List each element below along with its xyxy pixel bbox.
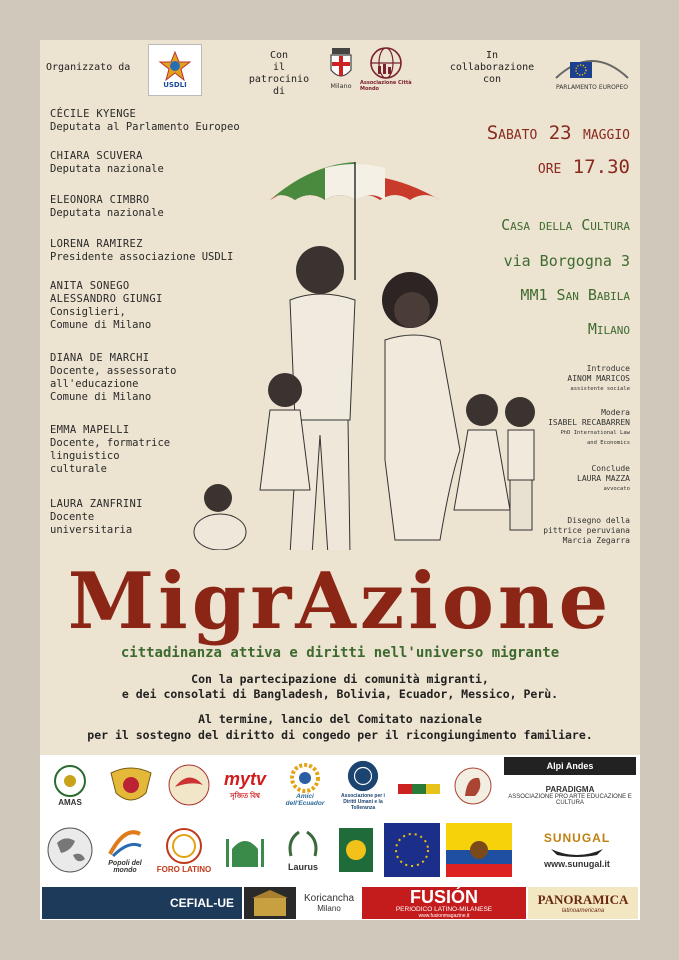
panoramica-logo [528,887,638,919]
participation-line-2: e dei consolati di Bangladesh, Bolivia, Ecuador, Messico, Perù. [121,687,559,701]
organized-by-label: Organizzato da [46,62,131,73]
diritti-umani-logo [336,759,390,811]
fusion-subtext: PERIODICO LATINO-MILANESE [395,905,493,913]
popoli-mondo-text: Popoli del mondo [108,860,142,874]
event-date: Sabato 23 maggio [486,122,630,144]
event-time: ore 17.30 [537,156,630,178]
mytv-subtext: সৃজিত বিশ্ব [230,792,260,800]
ecuador-flag-logo [444,821,514,879]
building-photo-logo [244,887,296,919]
credit-name: AINOM MARICOS [567,374,630,383]
sunflower-icon [288,763,322,793]
event-subtitle: cittadinanza attiva e diritti nell'universo migrante [120,645,560,661]
fusion-text: FUSIÓN [409,887,478,907]
sunugal-text: SUNUGAL [543,831,611,845]
speaker-role: Docente, assessorato [50,365,177,377]
flags-icon [396,774,442,804]
credit-intro [530,364,630,394]
building-icon [250,890,290,916]
usdli-logo [148,44,202,96]
credit-label: Disegno della [567,516,630,525]
poster [40,40,640,920]
credit-name: LAURA MAZZA [577,474,630,483]
event-address: via Borgogna 3 [503,252,630,270]
fusion-url: www.fusionmagazine.it [418,912,470,919]
speaker-role: Comune di Milano [50,319,152,331]
speaker-name: LORENA RAMIREZ [50,238,143,250]
collab-line-1: In [485,50,499,61]
eu-stars-logo [382,821,442,879]
speaker-name: CÉCILE KYENGE [50,108,137,120]
patronage-line-2: il patrocinio [248,62,310,85]
koricancha-city: Milano [317,904,341,913]
credit-conclusion [530,464,630,494]
sponsor-logos [40,755,640,920]
koricancha-text: Koricancha [303,893,355,904]
credit-moderator [530,408,630,448]
swirl-icon [105,826,145,860]
parliament-logo [548,46,636,94]
milano-logo [326,42,356,96]
event-title: MigrAzione [67,556,613,647]
speaker-role: universitaria [50,524,133,536]
collab-line-2: collaborazione [449,62,535,73]
speaker-role: culturale [50,463,107,475]
speaker-name: ELEONORA CIMBRO [50,194,150,206]
laurel-icon [283,828,323,862]
speaker-role: Deputata nazionale [50,163,164,175]
speaker-role: Docente [50,511,95,523]
laurus-logo [276,821,330,879]
milano-logo-text: Milano [330,82,352,90]
association-badge-logo [334,821,378,879]
laurus-text: Laurus [287,862,318,872]
milano-crest-icon [329,48,353,82]
credit-drawing [530,516,630,546]
closing-line-1: Al termine, lancio del Comitato nazionale [198,712,482,726]
patronage-label [248,50,310,98]
speaker-name: ANITA SONEGO [50,280,130,292]
bird-icon [167,763,211,807]
paradigma-text: PARADIGMA [545,784,595,794]
mosque-icon [222,827,268,873]
alpi-andes-logo [504,757,636,775]
mosque-logo [218,821,272,879]
speaker-role: linguistico [50,450,120,462]
speaker-role: Deputata nazionale [50,207,164,219]
speaker-role: Deputata al Parlamento Europeo [50,121,240,133]
paradigma-logo [504,777,636,813]
sunugal-logo [518,821,636,879]
parliament-building-icon [552,50,632,84]
credit-label: Modera [601,408,630,417]
event-venue: Casa della Cultura [501,216,630,234]
credit-label: pittrice peruviana [543,526,630,535]
paradigma-subtext: ASSOCIAZIONE PRO ARTE EDUCAZIONE E CULTURA [508,793,632,806]
speaker-name: LAURA ZANFRINI [50,498,143,510]
collaboration-label [442,50,542,86]
participation-line-1: Con la partecipazione di comunità migranti, [191,672,489,686]
citta-mondo-globe-icon [369,46,403,80]
foro-latino-logo [154,821,214,879]
usdli-logo-text: USDLI [163,81,187,89]
amas-logo [42,759,98,811]
credit-role: PhD International Law [560,430,630,436]
mytv-logo [216,759,274,811]
popoli-mondo-logo [100,821,150,879]
credit-label: Conclude [591,464,630,473]
eu-stars-icon [384,823,440,877]
fusion-logo [362,887,526,919]
speaker-role: Presidente associazione USDLI [50,251,234,263]
credit-name: Marcia Zegarra [562,536,630,545]
amici-ecuador-logo [278,759,332,811]
mytv-text: mytv [223,768,267,789]
sunugal-url: www.sunugal.it [544,859,610,869]
profile-icon [453,766,493,806]
credit-role: assistente sociale [570,386,630,392]
collab-line-3: con [482,74,502,85]
diritti-umani-text: Associazione per i Diritti Umani e la Tolleranza [341,793,385,811]
citta-mondo-text: Associazione Città Mondo [360,80,412,92]
foro-latino-text: FORO LATINO [156,864,212,874]
credit-role: avvocato [603,486,630,492]
ecuador-flag-icon [446,823,512,877]
parliament-logo-text: PARLAMENTO EUROPEO [555,83,629,91]
amas-circle-icon [53,764,87,798]
amici-ecuador-text: Amici dell'Ecuador [285,793,325,807]
koricancha-logo [298,887,360,919]
cefial-text: CEFIAL-UE [170,896,234,910]
speaker-name: ALESSANDRO GIUNGI [50,293,163,305]
eagle-crest-icon [106,763,156,807]
speaker-role: all'educazione [50,378,139,390]
credit-name: ISABEL RECABARREN [548,418,630,427]
panoramica-subtext: latinoamericana [561,908,605,914]
speaker-name: EMMA MAPELLI [50,424,130,436]
flags-banner-logo [394,769,444,809]
speaker-name: DIANA DE MARCHI [50,352,150,364]
credit-role: and Economics [586,440,630,446]
speaker-role: Docente, formatrice [50,437,171,449]
figure-profile-logo [446,761,500,811]
event-city: Milano [587,320,630,338]
world-globe-icon [45,825,95,875]
event-metro: MM1 San Babila [520,286,630,304]
world-map-logo [42,821,98,879]
speaker-role: Consiglieri, [50,306,126,318]
citta-mondo-logo [360,42,412,96]
bird-association-logo [164,759,214,811]
patronage-line-1: Con [269,50,289,61]
speaker-name: CHIARA SCUVERA [50,150,143,162]
patronage-line-3: di [272,86,286,97]
boat-icon [547,845,607,859]
badge-icon [337,826,375,874]
usdli-star-icon [158,51,192,81]
eagle-crest-logo [102,759,160,811]
speaker-role: Comune di Milano [50,391,152,403]
cefial-logo [42,887,242,919]
panoramica-text: PANORAMICA [537,892,629,907]
alpi-andes-text: Alpi Andes [546,761,594,771]
header-strip [40,40,640,98]
credit-label: Introduce [586,364,630,373]
globe-seal-icon [341,759,385,793]
foro-latino-ring-icon [162,827,206,865]
amas-text: AMAS [58,797,82,807]
closing-line-2: per il sostegno del diritto di congedo per il ricongiungimento familiare. [87,728,593,742]
speaker-entry [50,108,280,134]
family-illustration [160,160,540,550]
